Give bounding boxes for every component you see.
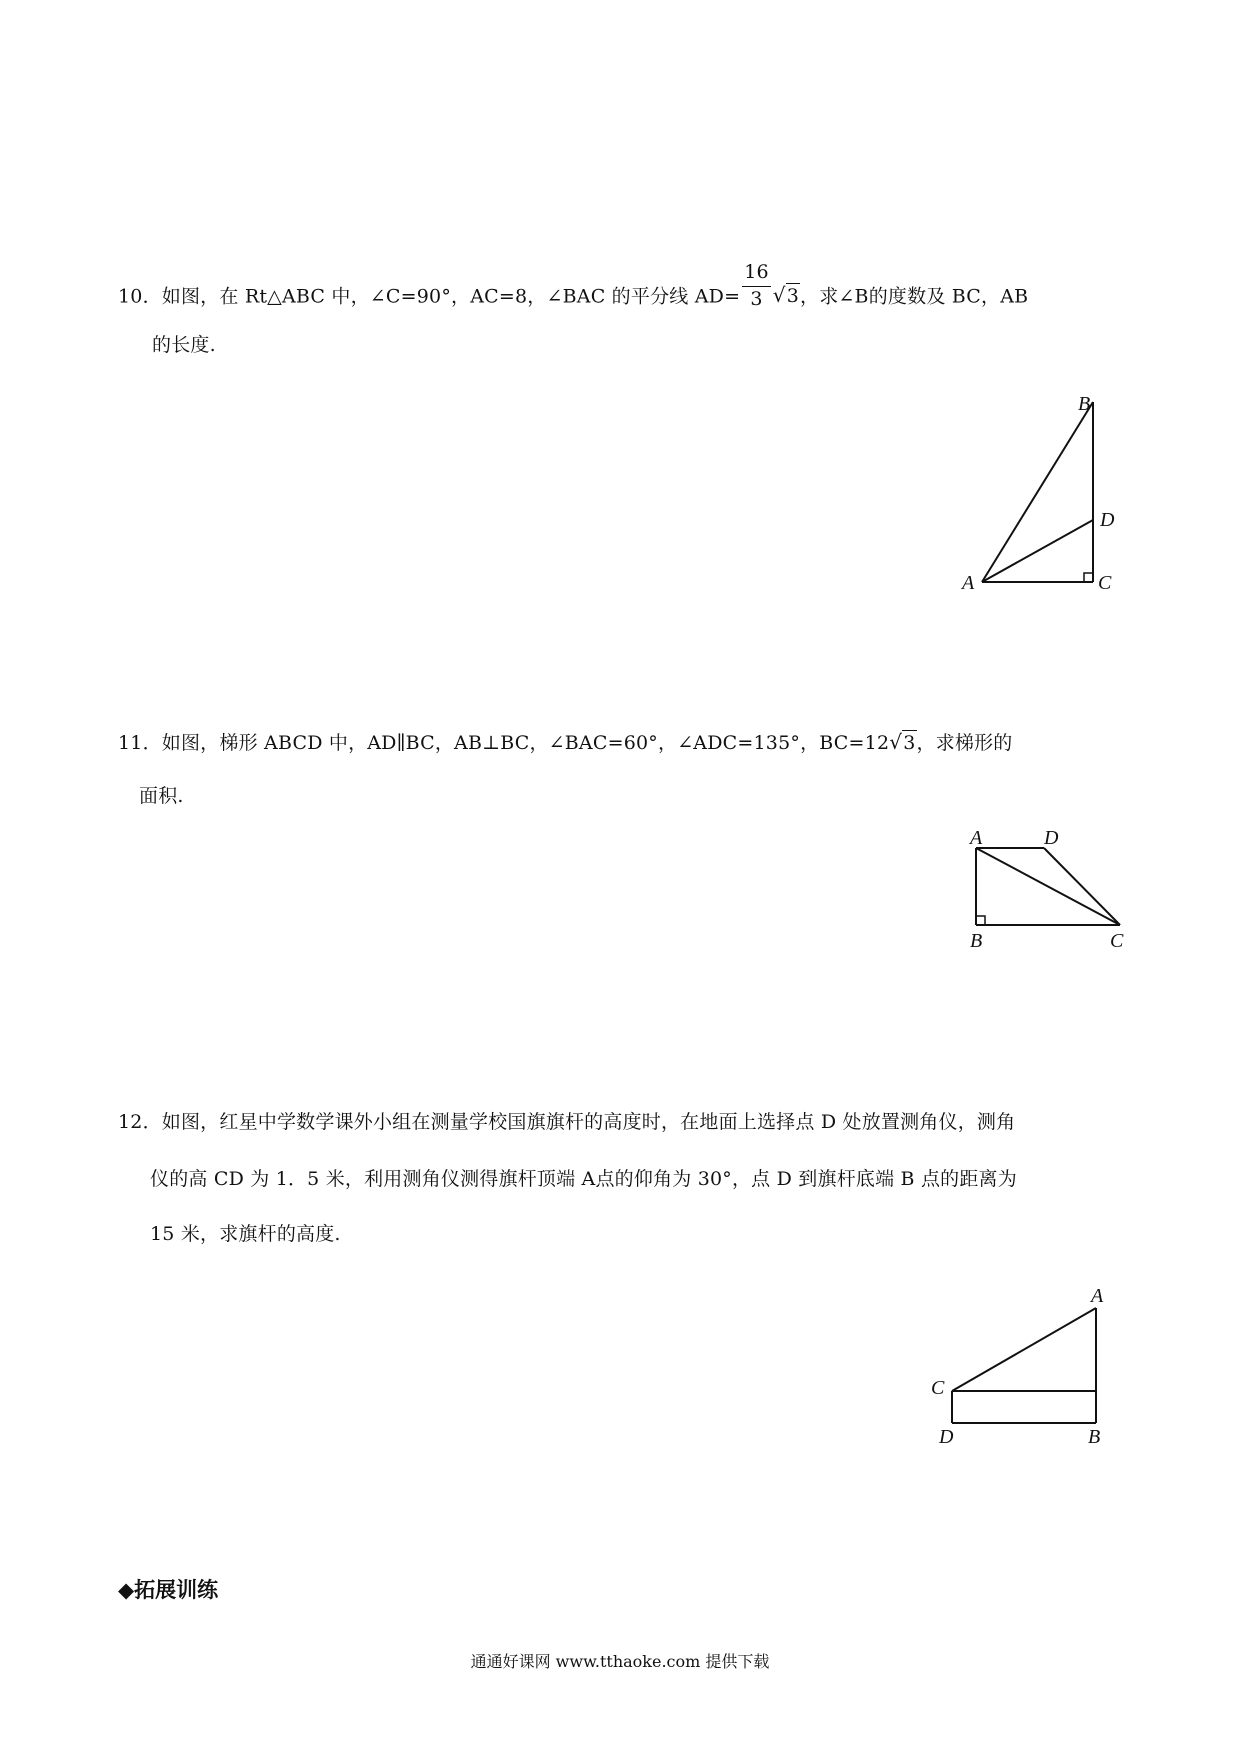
segment-ca (952, 1308, 1096, 1391)
radical-sign: √ (889, 730, 903, 754)
problem-10-line-1 (118, 261, 1029, 310)
sqrt-expression (773, 285, 800, 306)
label-c: C (931, 1377, 945, 1399)
right-angle-mark (1084, 573, 1093, 582)
label-d: D (1100, 509, 1115, 531)
figure-triangle-abc (950, 392, 1150, 602)
label-a: A (962, 572, 975, 594)
flagpole-svg (925, 1268, 1125, 1448)
problem-12-line-2 (150, 1170, 1017, 1189)
problem-11-line-2 (139, 787, 184, 806)
figure-trapezoid-abcd (960, 826, 1140, 956)
problem-11-text-b: ，求梯形的 (916, 732, 1013, 754)
problem-11-line-1 (118, 732, 1013, 753)
segment-ab (982, 402, 1093, 582)
triangle-abc-svg (950, 392, 1150, 602)
right-angle-mark (976, 916, 985, 925)
label-c: C (1098, 572, 1112, 594)
radical-sign: √ (772, 283, 786, 308)
sqrt-expression (889, 732, 916, 753)
label-d: D (1044, 827, 1059, 849)
label-c: C (1110, 930, 1124, 952)
problem-12-line-1 (118, 1113, 1015, 1132)
label-b: B (970, 930, 983, 952)
problem-12-line-3 (150, 1225, 341, 1244)
problem-11-text-a: 11．如图，梯形 ABCD 中，AD∥BC，AB⊥BC，∠BAC=60°，∠ADC=135°，BC=12 (118, 732, 890, 754)
problem-12-text-c: 15 米，求旗杆的高度. (150, 1223, 341, 1245)
trapezoid-abcd-svg (960, 826, 1140, 956)
label-b: B (1088, 1426, 1101, 1448)
segment-ad (982, 520, 1093, 582)
label-a: A (1091, 1285, 1104, 1307)
segment-ac (976, 848, 1120, 925)
problem-11-text-c: 面积. (139, 785, 184, 807)
fraction-denominator: 3 (750, 287, 763, 310)
problem-10-text-a: 10．如图，在 Rt△ABC 中，∠C=90°，AC=8，∠BAC 的平分线 AD= (118, 285, 741, 308)
label-b: B (1078, 393, 1091, 415)
problem-12-text-a: 12．如图，红星中学数学课外小组在测量学校国旗旗杆的高度时，在地面上选择点 D 处放置测角仪，测角 (118, 1111, 1016, 1133)
problem-10-line-2 (152, 336, 216, 355)
fraction (742, 263, 771, 310)
problem-12-text-b: 仪的高 CD 为 1．5 米，利用测角仪测得旗杆顶端 A点的仰角为 30°，点 D 到旗杆底端 B 点的距离为 (150, 1168, 1017, 1190)
page-footer: 通通好课网 www.tthaoke.com 提供下载 (470, 1652, 770, 1671)
label-d: D (939, 1426, 954, 1448)
fraction-numerator: 16 (742, 263, 771, 287)
label-a: A (970, 827, 983, 849)
problem-10-text-b: ，求∠B的度数及 BC，AB (800, 285, 1029, 308)
sqrt-radicand: 3 (786, 285, 800, 308)
figure-flagpole (925, 1268, 1125, 1448)
sqrt-radicand: 3 (903, 732, 916, 754)
segment-dc (1044, 848, 1120, 925)
section-heading: ◆拓展训练 (118, 1578, 219, 1602)
problem-10-text-c: 的长度. (152, 334, 216, 356)
